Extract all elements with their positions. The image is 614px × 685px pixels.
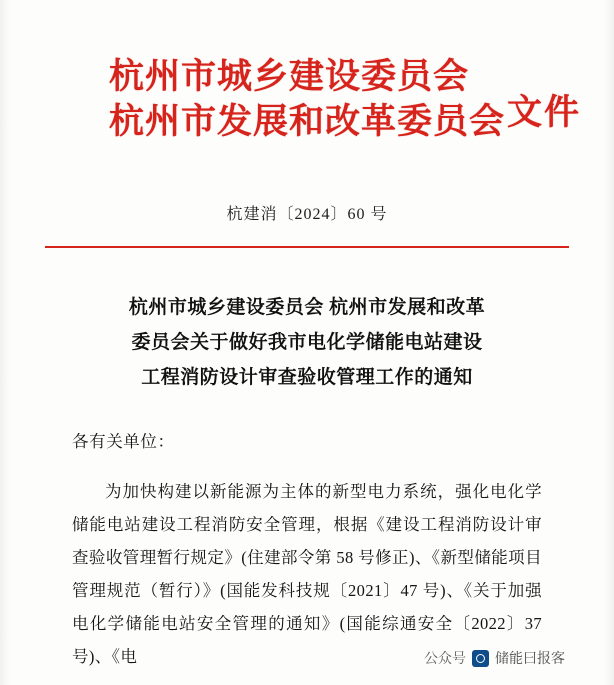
watermark-prefix: 公众号 <box>424 650 466 666</box>
body-paragraph-1: 为加快构建以新能源为主体的新型电力系统，强化电化学储能电站建设工程消防安全管理，根据《建设工程消防设计审查验收管理暂行规定》(住建部令第 58 号修正)、《新型储能项目管理规范（暂行）》(国能发科技规〔2021〕47 号)、《关于加强电化学储能电站安全管理的通知》(国能综通安全〔2022〕37 号)、《电 <box>72 481 542 666</box>
document-body <box>72 425 542 673</box>
masthead-line-2: 杭州市发展和改革委员会 <box>108 101 505 141</box>
watermark-name: 储能曰报客 <box>495 650 565 666</box>
document-title-line-2: 委员会关于做好我市电化学储能电站建设 <box>131 331 483 353</box>
salutation: 各有关单位： <box>72 432 175 452</box>
masthead-rows <box>108 55 581 145</box>
document-title-line-1: 杭州市城乡建设委员会 杭州市发展和改革 <box>128 296 486 318</box>
document-title-line-3: 工程消防设计审查验收管理工作的通知 <box>141 366 473 388</box>
masthead-line-1: 杭州市城乡建设委员会 <box>108 57 469 96</box>
masthead <box>0 0 614 145</box>
red-separator-rule <box>45 246 569 248</box>
masthead-suffix: 文件 <box>506 93 581 132</box>
wechat-official-account-icon <box>472 650 489 667</box>
document-title <box>92 290 522 395</box>
watermark-badge <box>424 648 565 668</box>
document-number: 杭建消〔2024〕60 号 <box>226 205 388 223</box>
